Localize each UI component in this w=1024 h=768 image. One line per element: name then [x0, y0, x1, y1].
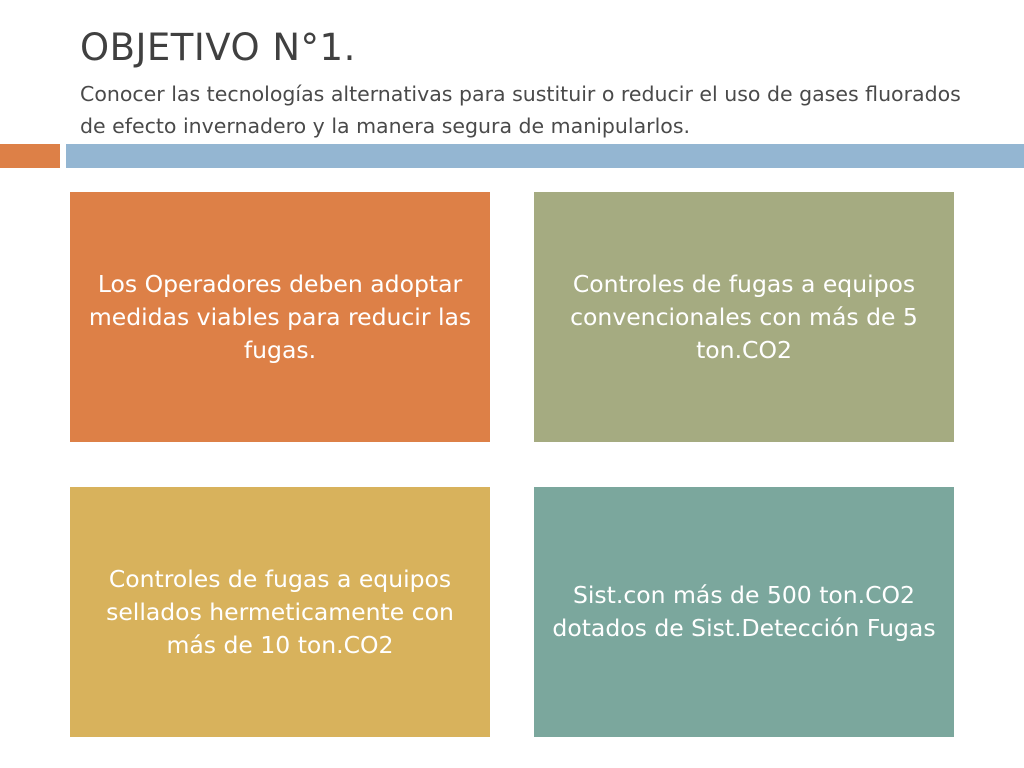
slide-subtitle: Conocer las tecnologías alternativas para sustituir o reducir el uso de gases fluorados de efecto invernadero y la manera segura de manipularlos. — [80, 82, 961, 138]
accent-bar-orange — [0, 144, 60, 168]
accent-bar-blue — [66, 144, 1024, 168]
content-box-text: Controles de fugas a equipos sellados hermeticamente con más de 10 ton.CO2 — [106, 564, 454, 659]
content-box-equipos-sellados — [70, 487, 490, 737]
slide-title: OBJETIVO N°1. — [80, 26, 356, 69]
content-box-text: Los Operadores deben adoptar medidas viables para reducir las fugas. — [88, 269, 472, 364]
content-box-sistemas-deteccion — [534, 487, 954, 737]
content-box-text: Sist.con más de 500 ton.CO2 dotados de Sist.Detección Fugas — [552, 581, 936, 642]
content-box-text: Controles de fugas a equipos convencionales con más de 5 ton.CO2 — [570, 269, 918, 364]
content-box-equipos-convencionales — [534, 192, 954, 442]
content-box-operadores — [70, 192, 490, 442]
